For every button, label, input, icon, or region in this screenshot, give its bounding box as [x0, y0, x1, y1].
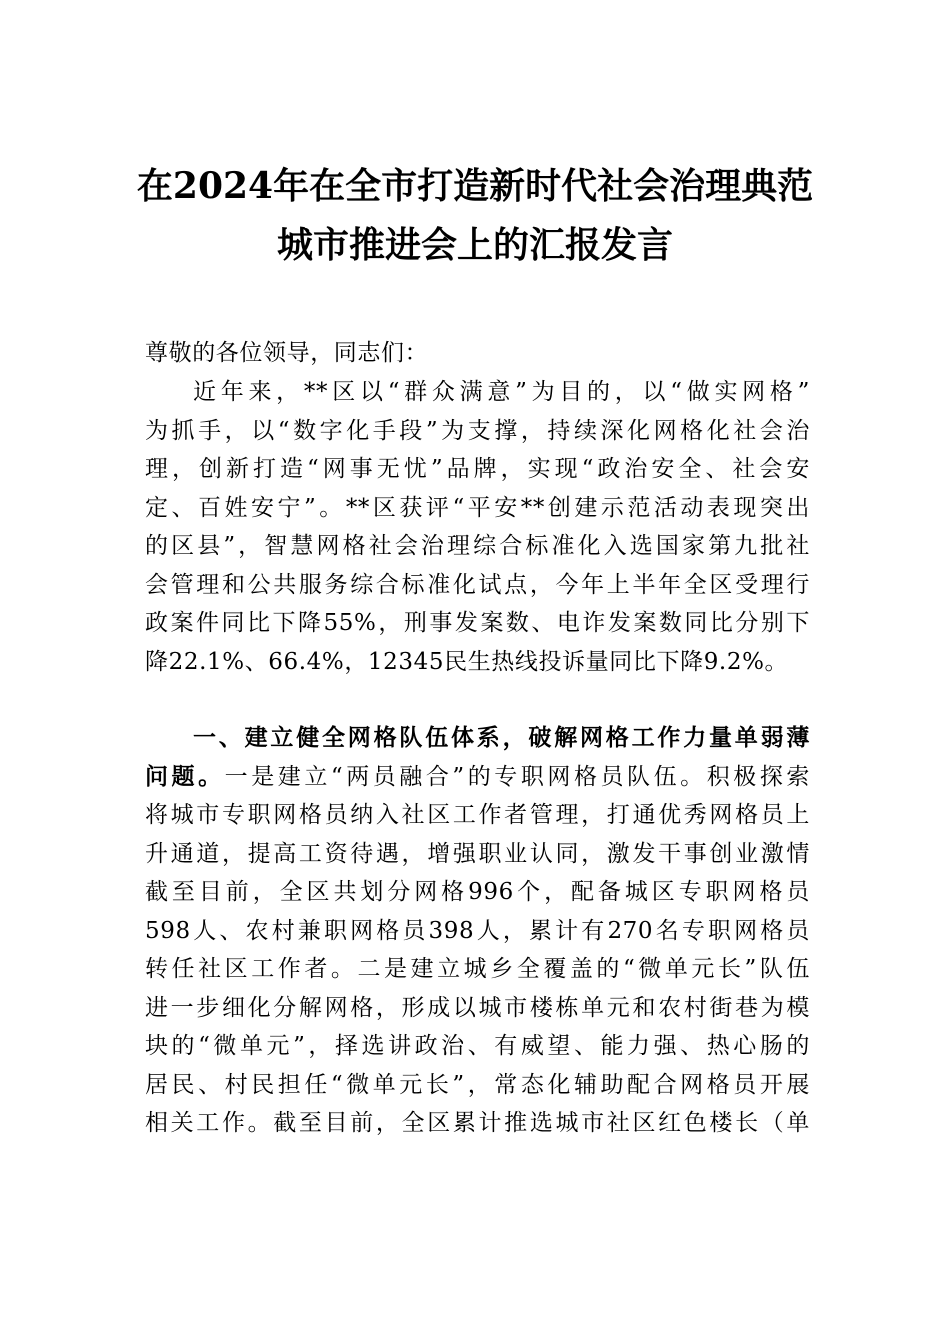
paragraph-line: 近年来，**区以“群众满意”为目的，以“做实网格” — [193, 379, 810, 405]
paragraph-line: 将城市专职网格员纳入社区工作者管理，打通优秀网格员上 — [145, 802, 810, 828]
paragraph-line: 政案件同比下降55%，刑事发案数、电诈发案数同比分别下 — [145, 610, 810, 636]
paragraph-line: 598人、农村兼职网格员398人，累计有270名专职网格员 — [145, 917, 810, 944]
paragraph-line: 相关工作。截至目前，全区累计推选城市社区红色楼长（单 — [145, 1110, 810, 1136]
paragraph-line: 进一步细化分解网格，形成以城市楼栋单元和农村街巷为模 — [145, 994, 810, 1021]
paragraph-line: 的区县”，智慧网格社会治理综合标准化入选国家第九批社 — [145, 533, 810, 559]
paragraph-line: 居民、村民担任“微单元长”，常态化辅助配合网格员开展 — [145, 1071, 810, 1098]
paragraph-line: 升通道，提高工资待遇，增强职业认同，激发干事创业激情 — [145, 840, 810, 867]
greeting-text: 尊敬的各位领导，同志们： — [145, 340, 429, 366]
paragraph-line: 会管理和公共服务综合标准化试点，今年上半年全区受理行 — [145, 571, 810, 598]
paragraph-line: 理，创新打造“网事无忧”品牌，实现“政治安全、社会安 — [145, 456, 810, 482]
paragraph-line: 转任社区工作者。二是建立城乡全覆盖的“微单元长”队伍 — [145, 956, 810, 982]
paragraph-line: 截至目前，全区共划分网格996个，配备城区专职网格员 — [145, 879, 810, 905]
section-heading-tail: 问题。 — [145, 762, 225, 790]
section-heading-line: 一、建立健全网格队伍体系，破解网格工作力量单弱薄 — [193, 724, 810, 751]
section-first-point: 一是建立“两员融合”的专职网格员队伍。积极探索 — [224, 763, 810, 790]
paragraph-line — [145, 758, 810, 797]
paragraph-line: 为抓手，以“数字化手段”为支撑，持续深化网格化社会治 — [145, 417, 810, 444]
greeting — [145, 334, 810, 373]
document-title-line-1: 在2024年在全市打造新时代社会治理典范 — [136, 165, 814, 207]
paragraph-line: 定、百姓安宁”。**区获评“平安**创建示范活动表现突出 — [145, 494, 810, 521]
paragraph-section-one — [145, 719, 810, 1143]
paragraph-line: 块的“微单元”，择选讲政治、有威望、能力强、热心肠的 — [145, 1033, 810, 1059]
document-title-line-2: 城市推进会上的汇报发言 — [276, 224, 673, 266]
paragraph-intro — [145, 373, 810, 681]
paragraph-line: 降22.1%、66.4%，12345民生热线投诉量同比下降9.2%。 — [145, 648, 789, 675]
